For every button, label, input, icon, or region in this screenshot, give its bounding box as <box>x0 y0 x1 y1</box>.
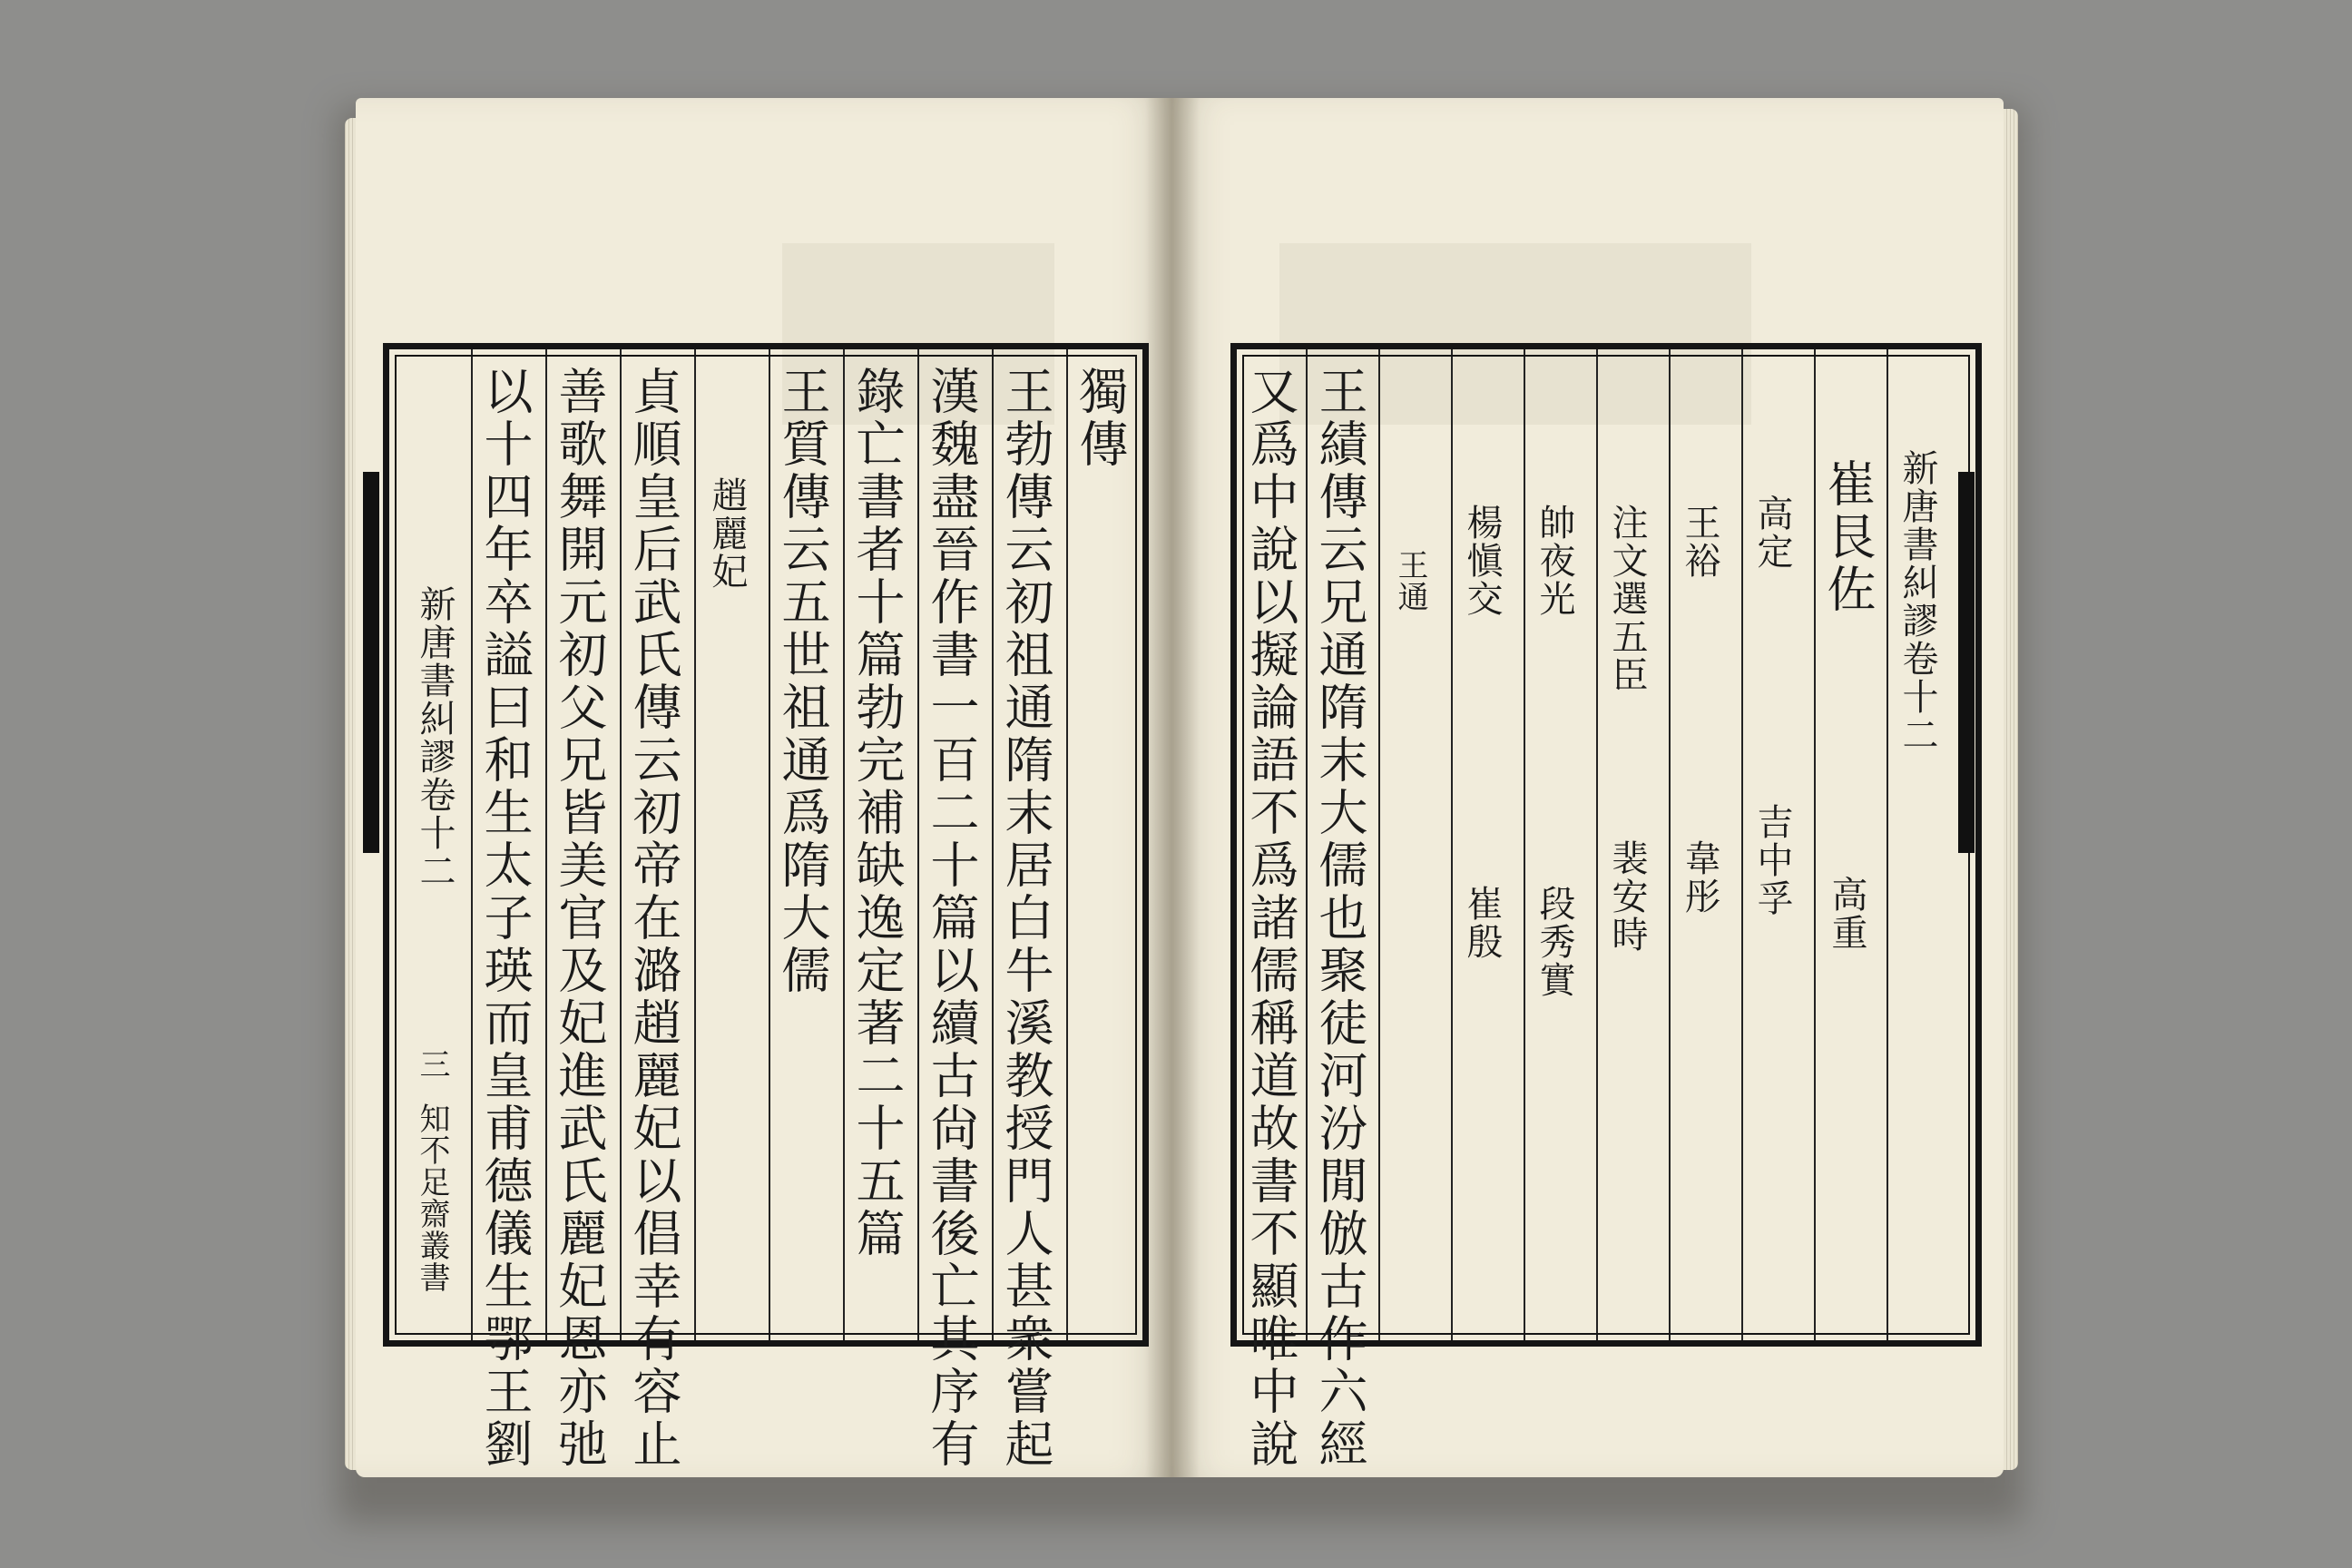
text-column-sub: 段秀實 <box>1534 885 1575 999</box>
column-rule <box>1451 349 1453 1340</box>
text-column: 王裕 <box>1679 504 1720 580</box>
column-rule <box>1669 349 1671 1340</box>
column-rule <box>1814 349 1816 1340</box>
text-column: 楊愼交 <box>1461 504 1503 618</box>
column-rule <box>917 349 919 1340</box>
text-column: 王通 <box>1392 549 1428 612</box>
column-rule <box>1596 349 1598 1340</box>
margin-black-band <box>1958 472 1975 853</box>
column-rule <box>1524 349 1525 1340</box>
margin-title: 新唐書糾謬卷十二 <box>1896 449 1938 754</box>
right-text-frame <box>1230 343 1982 1471</box>
margin-black-band <box>363 472 379 853</box>
text-column: 善歌舞開元初父兄皆美官及妃進武氏麗妃恩亦弛 <box>551 366 608 1471</box>
column-rule <box>992 349 994 1340</box>
margin-title: 新唐書糾謬卷十二 <box>414 585 456 890</box>
text-column: 漢魏盡晉作書一百二十篇以續古尙書後亡其序有 <box>923 366 980 1471</box>
text-column: 王勃傳云初祖通隋末居白牛溪教授門人甚衆嘗起 <box>997 366 1054 1471</box>
text-column: 崔艮佐 <box>1819 458 1877 616</box>
column-rule <box>1066 349 1068 1340</box>
text-column: 以十四年卒謚曰和生太子瑛而皇甫德儀生鄂王劉 <box>476 366 534 1471</box>
column-rule <box>545 349 547 1340</box>
margin-publisher: 知不足齋叢書 <box>414 1102 450 1293</box>
margin-page-number: 三 <box>414 1048 450 1080</box>
column-rule <box>769 349 770 1340</box>
text-column-sub: 高重 <box>1826 876 1867 952</box>
column-rule <box>694 349 696 1340</box>
text-column: 趙麗妃 <box>706 476 748 591</box>
text-column-sub: 崔殷 <box>1461 885 1503 961</box>
text-column-sub: 韋彤 <box>1679 839 1720 916</box>
column-rule <box>471 349 473 1340</box>
text-column-sub: 吉中孚 <box>1751 803 1793 917</box>
column-rule <box>620 349 622 1340</box>
book-gutter <box>1145 98 1200 1477</box>
text-column: 又爲中說以擬論語不爲諸儒稱道故書不顯唯中說 <box>1242 366 1299 1471</box>
text-column: 高定 <box>1751 495 1793 571</box>
left-text-frame <box>383 343 1149 1471</box>
column-rule <box>1741 349 1743 1340</box>
text-column: 帥夜光 <box>1534 504 1575 618</box>
column-rule <box>1886 349 1888 1340</box>
text-column: 王質傳云五世祖通爲隋大儒 <box>774 366 831 997</box>
column-rule <box>1378 349 1380 1340</box>
column-rule <box>1306 349 1308 1340</box>
text-column: 貞順皇后武氏傳云初帝在潞趙麗妃以倡幸有容止 <box>625 366 682 1471</box>
text-column-sub: 裴安時 <box>1606 839 1648 954</box>
column-rule <box>843 349 845 1340</box>
text-column: 獨傳 <box>1072 366 1129 471</box>
text-column: 錄亡書者十篇勃完補缺逸定著二十五篇 <box>848 366 906 1260</box>
text-column: 注文選五臣 <box>1606 504 1648 694</box>
text-column: 王績傳云兄通隋末大儒也聚徒河汾閒倣古作六經 <box>1311 366 1368 1471</box>
